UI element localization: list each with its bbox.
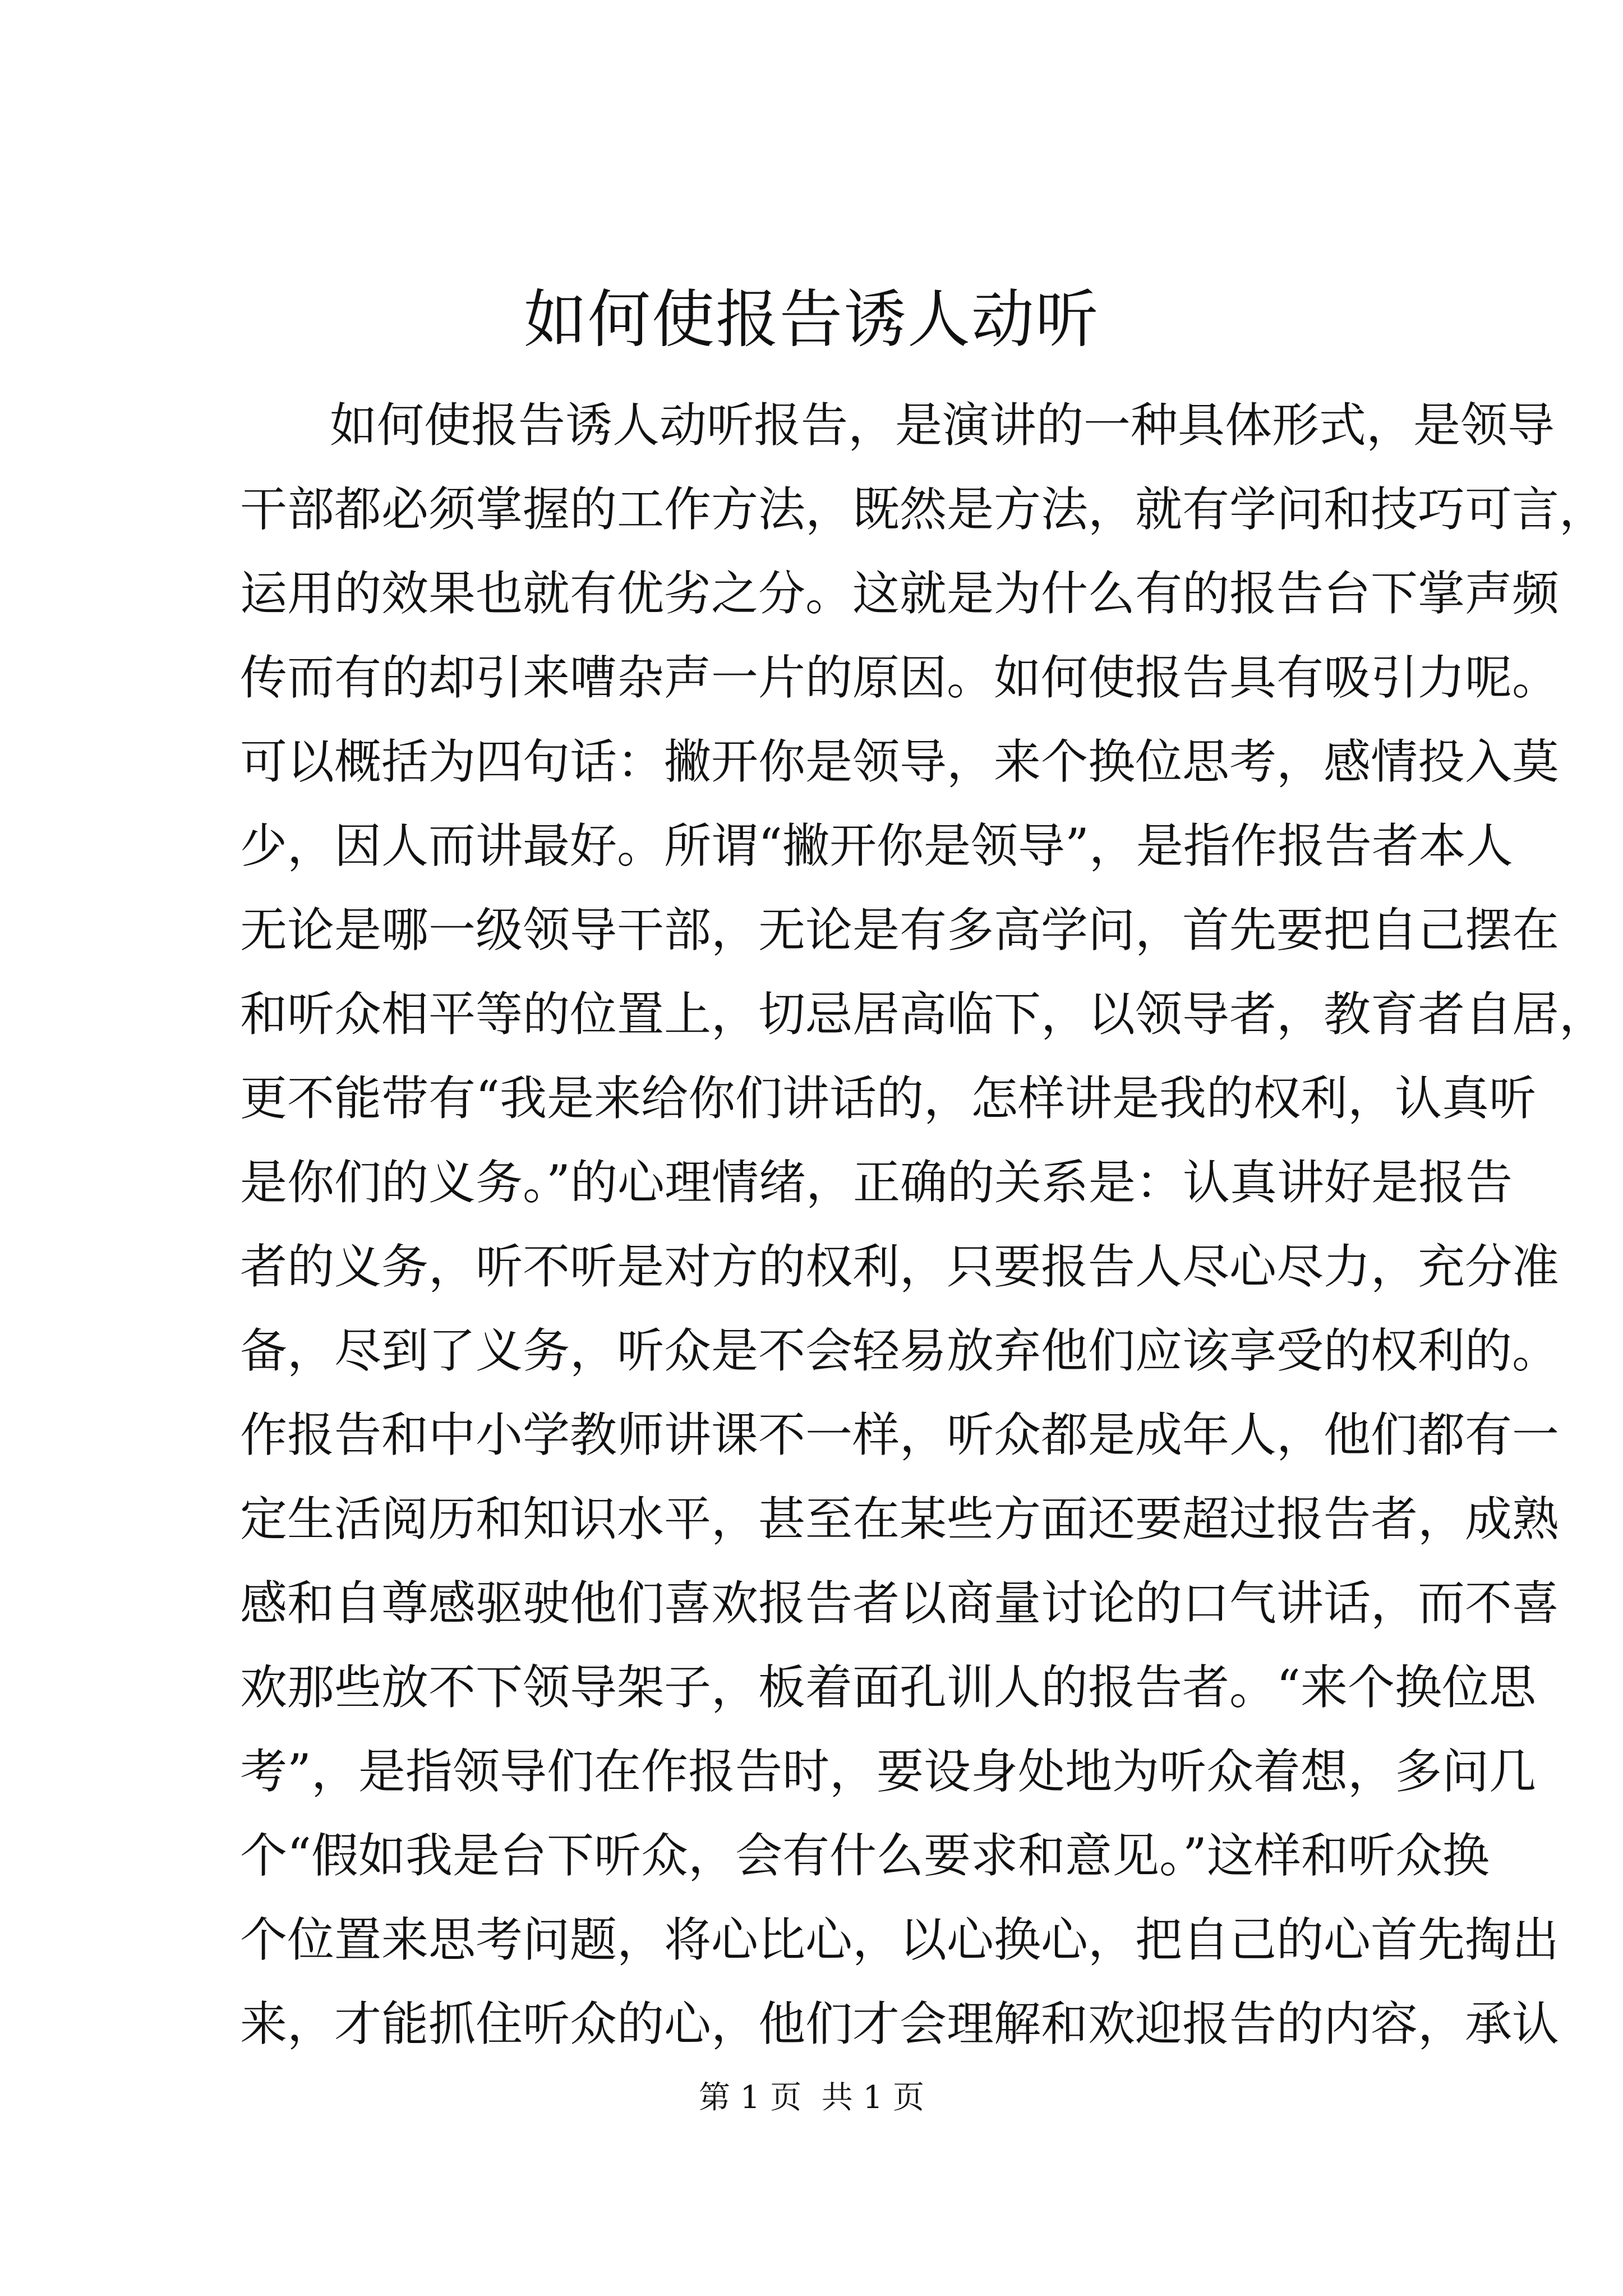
body-line: 更不能带有“我是来给你们讲话的，怎样讲是我的权利，认真听 — [240, 1071, 1536, 1126]
page-number: 第 1 页 共 1 页 — [698, 2079, 925, 2116]
body-line: 作报告和中小学教师讲课不一样，听众都是成年人，他们都有一 — [240, 1407, 1560, 1462]
body-line: 传而有的却引来嘈杂声一片的原因。如何使报告具有吸引力呢。 — [240, 650, 1560, 705]
body-line: 如何使报告诱人动听报告，是演讲的一种具体形式，是领导 — [330, 398, 1555, 453]
body-line: 个“假如我是台下听众，会有什么要求和意见。”这样和听众换 — [240, 1828, 1490, 1883]
body-line: 是你们的义务。”的心理情绪，正确的关系是：认真讲好是报告 — [240, 1155, 1513, 1210]
body-line: 干部都必须掌握的工作方法，既然是方法，就有学问和技巧可言， — [240, 482, 1607, 537]
body-line: 者的义务，听不听是对方的权利，只要报告人尽心尽力，充分准 — [240, 1239, 1560, 1294]
body-line: 感和自尊感驱驶他们喜欢报告者以商量讨论的口气讲话，而不喜 — [240, 1576, 1560, 1631]
page-footer — [0, 2076, 1623, 2120]
document-title: 如何使报告诱人动听 — [524, 283, 1099, 356]
body-line: 无论是哪一级领导干部，无论是有多高学问，首先要把自己摆在 — [240, 903, 1560, 958]
body-line: 来，才能抓住听众的心，他们才会理解和欢迎报告的内容，承认 — [240, 1996, 1560, 2051]
body-line: 少，因人而讲最好。所谓“撇开你是领导”，是指作报告者本人 — [240, 818, 1513, 873]
body-line: 和听众相平等的位置上，切忌居高临下，以领导者，教育者自居， — [240, 987, 1607, 1042]
body-line: 可以概括为四句话：撇开你是领导，来个换位思考，感情投入莫 — [240, 734, 1560, 789]
body-line: 运用的效果也就有优劣之分。这就是为什么有的报告台下掌声频 — [240, 566, 1560, 621]
body-line: 欢那些放不下领导架子，板着面孔训人的报告者。“来个换位思 — [240, 1660, 1536, 1715]
body-line: 备，尽到了义务，听众是不会轻易放弃他们应该享受的权利的。 — [240, 1323, 1560, 1378]
body-line: 定生活阅历和知识水平，甚至在某些方面还要超过报告者，成熟 — [240, 1492, 1560, 1547]
body-line: 考”，是指领导们在作报告时，要设身处地为听众着想，多问几 — [240, 1744, 1536, 1799]
document-body — [240, 383, 1607, 2066]
body-line: 个位置来思考问题，将心比心，以心换心，把自己的心首先掏出 — [240, 1912, 1560, 1967]
